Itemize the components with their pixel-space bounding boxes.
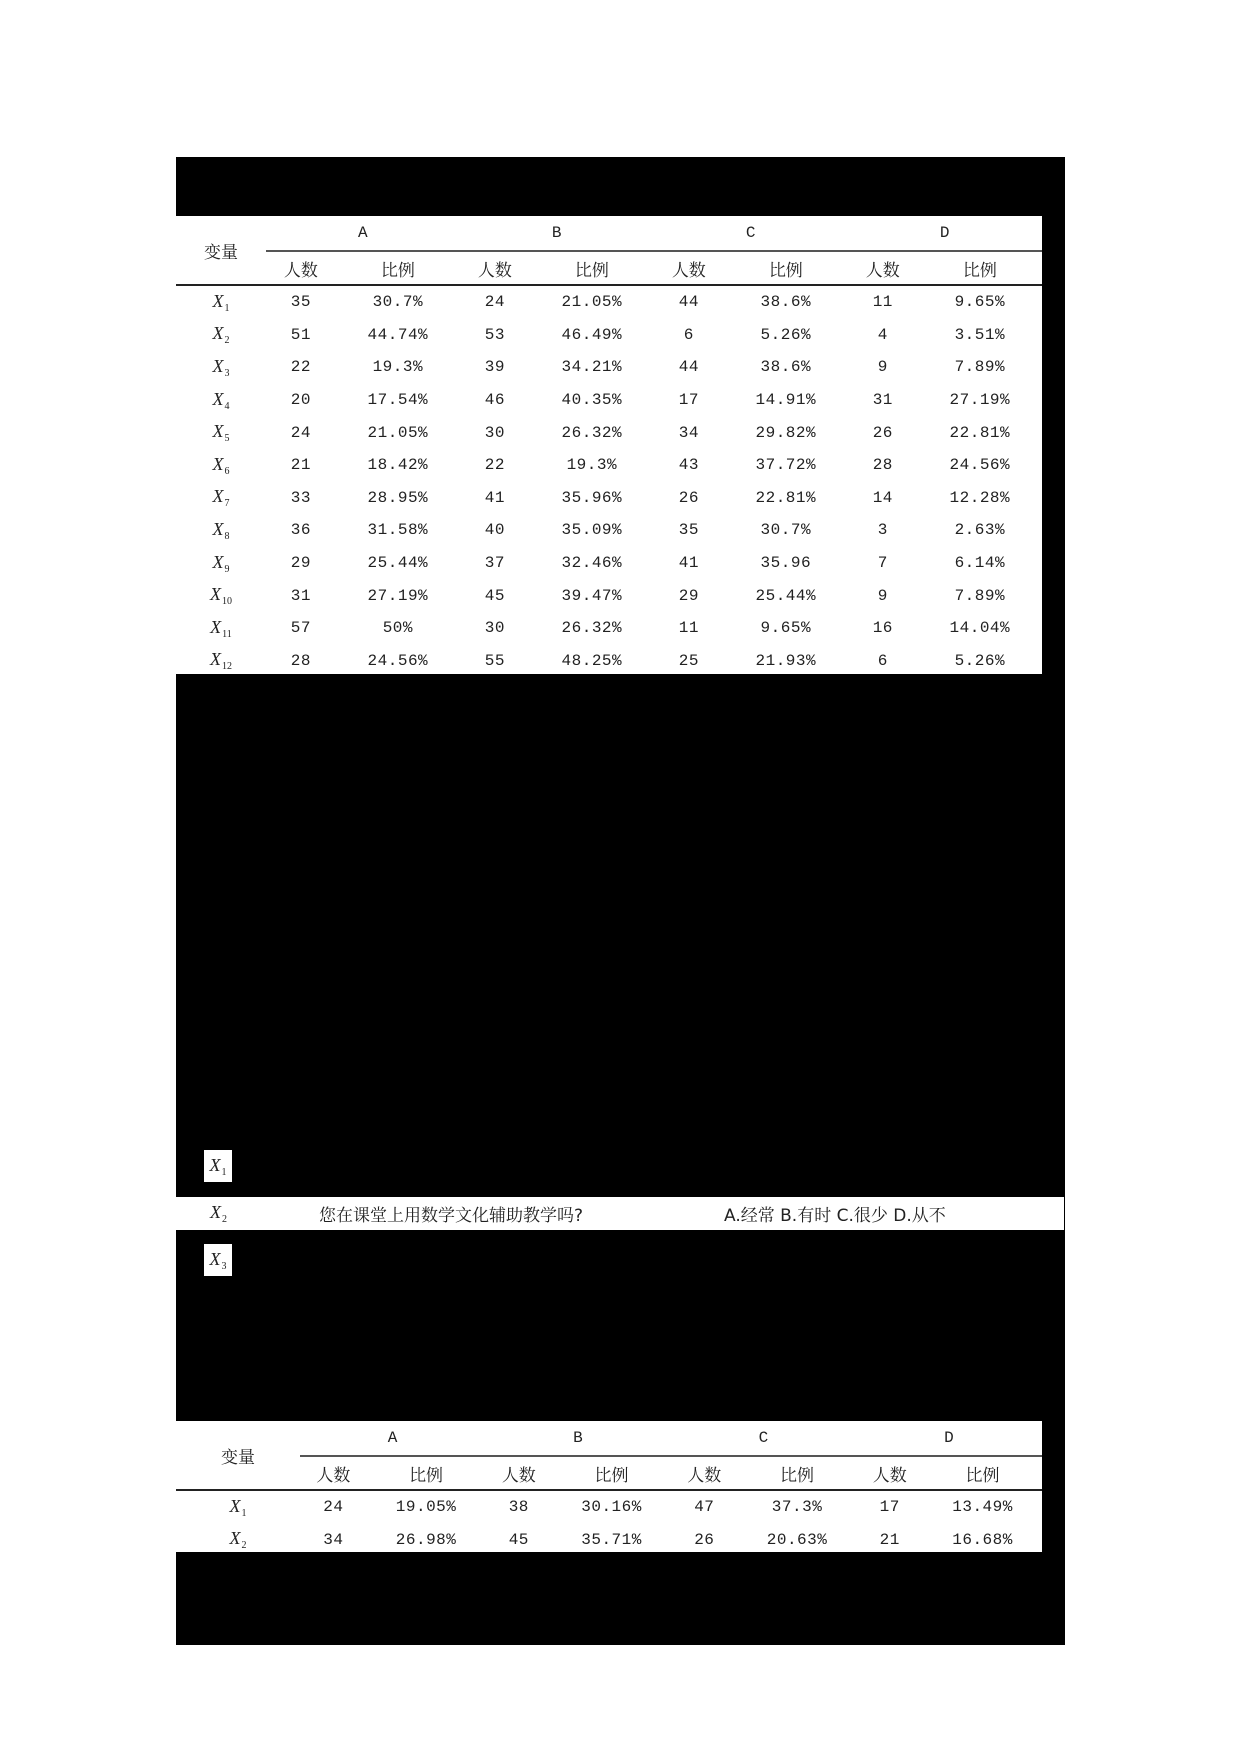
variable-label-x2: $X_2$ xyxy=(210,1202,227,1225)
group-header-c: C xyxy=(745,224,757,242)
cell-count: 17 xyxy=(879,1498,900,1517)
cell-count: 16 xyxy=(872,619,893,638)
cell-ratio: 40.35% xyxy=(561,391,623,410)
cell-count: 21 xyxy=(290,456,311,475)
cell-ratio: 9.65% xyxy=(954,293,1006,312)
cell-count: 37 xyxy=(484,554,505,573)
answer-options: A.经常 B.有时 C.很少 D.从不 xyxy=(724,1206,946,1226)
table-row xyxy=(176,285,1042,319)
cell-count: 24 xyxy=(484,293,505,312)
cell-count: 30 xyxy=(484,619,505,638)
cell-count: 34 xyxy=(678,423,699,442)
col-ratio: 比例 xyxy=(367,1456,486,1490)
cell-ratio: 26.98% xyxy=(395,1530,457,1549)
variable-label-x1: $X_1$ xyxy=(204,1150,232,1182)
cell-ratio: 28.95% xyxy=(367,488,429,507)
row-variable: $X_{11}$ xyxy=(210,616,232,640)
cell-ratio: 34.21% xyxy=(561,358,623,377)
table-row xyxy=(176,351,1042,384)
row-variable: $X_3$ xyxy=(212,355,230,379)
cell-count: 25 xyxy=(678,651,699,670)
cell-count: 44 xyxy=(678,358,699,377)
col-count: 人数 xyxy=(856,1456,923,1490)
table-row xyxy=(176,416,1042,449)
table2 xyxy=(176,1421,1042,1556)
cell-ratio: 6.14% xyxy=(954,554,1006,573)
row-variable: $X_9$ xyxy=(212,551,230,575)
var-header: 变量 xyxy=(221,1447,255,1468)
cell-ratio: 31.58% xyxy=(367,521,429,540)
cell-ratio: 44.74% xyxy=(367,325,429,344)
cell-ratio: 35.71% xyxy=(581,1530,642,1549)
cell-ratio: 37.72% xyxy=(755,456,817,475)
col-ratio: 比例 xyxy=(552,1456,671,1490)
group-header-d: D xyxy=(939,224,951,242)
row-variable: $X_{10}$ xyxy=(210,584,232,608)
cell-count: 35 xyxy=(678,521,699,540)
cell-count: 29 xyxy=(290,554,311,573)
cell-ratio: 30.7% xyxy=(372,293,424,312)
cell-count: 55 xyxy=(484,651,505,670)
cell-count: 6 xyxy=(877,651,888,670)
group-header-a: A xyxy=(387,1429,398,1447)
cell-count: 51 xyxy=(290,325,311,344)
cell-count: 14 xyxy=(872,488,893,507)
variable-label-x3: $X_3$ xyxy=(204,1244,232,1276)
cell-count: 24 xyxy=(323,1498,344,1517)
col-ratio: 比例 xyxy=(336,251,460,285)
cell-ratio: 22.81% xyxy=(949,423,1011,442)
cell-ratio: 20.63% xyxy=(766,1530,828,1549)
cell-ratio: 2.63% xyxy=(954,521,1006,540)
cell-count: 9 xyxy=(877,358,888,377)
row-variable: $X_1$ xyxy=(212,290,230,314)
row-variable: $X_2$ xyxy=(212,323,230,347)
cell-ratio: 14.91% xyxy=(755,391,817,410)
cell-ratio: 30.16% xyxy=(581,1498,642,1517)
question-text: 您在课堂上用数学文化辅助教学吗? xyxy=(319,1206,584,1226)
group-header-b: B xyxy=(573,1429,584,1447)
cell-ratio: 19.3% xyxy=(566,456,618,475)
table2-panel xyxy=(176,1421,1042,1552)
col-ratio: 比例 xyxy=(530,251,654,285)
cell-count: 29 xyxy=(678,586,699,605)
row-variable: $X_6$ xyxy=(212,453,230,477)
cell-ratio: 25.44% xyxy=(367,554,429,573)
cell-ratio: 48.25% xyxy=(561,651,623,670)
cell-ratio: 26.32% xyxy=(561,619,623,638)
col-ratio: 比例 xyxy=(923,1456,1042,1490)
cell-count: 22 xyxy=(484,456,505,475)
cell-count: 41 xyxy=(484,488,505,507)
cell-count: 28 xyxy=(290,651,311,670)
cell-count: 22 xyxy=(290,358,311,377)
col-count: 人数 xyxy=(460,251,530,285)
cell-count: 26 xyxy=(694,1530,715,1549)
cell-ratio: 14.04% xyxy=(949,619,1011,638)
cell-count: 34 xyxy=(323,1530,344,1549)
table1 xyxy=(176,216,1042,677)
cell-count: 35 xyxy=(290,293,311,312)
cell-count: 7 xyxy=(877,554,888,573)
cell-ratio: 19.05% xyxy=(395,1498,457,1517)
cell-ratio: 27.19% xyxy=(367,586,429,605)
cell-count: 21 xyxy=(879,1530,900,1549)
cell-count: 6 xyxy=(683,325,694,344)
cell-ratio: 18.42% xyxy=(367,456,429,475)
table-row xyxy=(176,1524,1042,1557)
cell-count: 45 xyxy=(508,1530,529,1549)
cell-ratio: 38.6% xyxy=(760,358,812,377)
cell-ratio: 39.47% xyxy=(561,586,623,605)
cell-ratio: 35.09% xyxy=(561,521,623,540)
cell-ratio: 37.3% xyxy=(771,1498,823,1517)
table-row xyxy=(176,319,1042,352)
table-row xyxy=(176,645,1042,678)
cell-count: 44 xyxy=(678,293,699,312)
col-ratio: 比例 xyxy=(724,251,848,285)
cell-count: 17 xyxy=(678,391,699,410)
cell-count: 47 xyxy=(694,1498,715,1517)
table-row xyxy=(176,384,1042,417)
cell-ratio: 25.44% xyxy=(755,586,817,605)
cell-count: 36 xyxy=(290,521,311,540)
row-variable: $X_{12}$ xyxy=(210,649,232,673)
cell-ratio: 35.96% xyxy=(561,488,623,507)
table1-panel xyxy=(176,216,1042,674)
row-variable: $X_8$ xyxy=(212,518,230,542)
table-row xyxy=(176,482,1042,515)
group-header-d: D xyxy=(944,1429,955,1447)
cell-ratio: 3.51% xyxy=(954,325,1006,344)
cell-count: 57 xyxy=(290,619,311,638)
cell-count: 53 xyxy=(484,325,505,344)
cell-ratio: 24.56% xyxy=(949,456,1011,475)
cell-count: 41 xyxy=(678,554,699,573)
cell-ratio: 27.19% xyxy=(949,391,1011,410)
cell-count: 9 xyxy=(877,586,888,605)
cell-count: 33 xyxy=(290,488,311,507)
cell-ratio: 7.89% xyxy=(954,358,1006,377)
group-header-c: C xyxy=(758,1429,769,1447)
cell-ratio: 26.32% xyxy=(561,423,623,442)
row-variable: $X_4$ xyxy=(212,388,230,412)
cell-ratio: 32.46% xyxy=(561,554,623,573)
cell-count: 31 xyxy=(290,586,311,605)
cell-count: 31 xyxy=(872,391,893,410)
cell-count: 26 xyxy=(872,423,893,442)
table-row xyxy=(176,514,1042,547)
col-ratio: 比例 xyxy=(918,251,1042,285)
col-count: 人数 xyxy=(266,251,336,285)
row-variable: $X_5$ xyxy=(212,421,230,445)
cell-ratio: 38.6% xyxy=(760,293,812,312)
cell-ratio: 21.05% xyxy=(367,423,429,442)
cell-count: 24 xyxy=(290,423,311,442)
cell-ratio: 22.81% xyxy=(755,488,817,507)
group-header-b: B xyxy=(551,224,563,242)
col-count: 人数 xyxy=(654,251,724,285)
cell-ratio: 17.54% xyxy=(367,391,429,410)
cell-ratio: 5.26% xyxy=(954,651,1006,670)
cell-count: 26 xyxy=(678,488,699,507)
col-count: 人数 xyxy=(300,1456,367,1490)
group-header-a: A xyxy=(357,224,369,242)
cell-count: 3 xyxy=(877,521,888,540)
cell-ratio: 19.3% xyxy=(372,358,424,377)
cell-ratio: 7.89% xyxy=(954,586,1006,605)
cell-count: 28 xyxy=(872,456,893,475)
col-ratio: 比例 xyxy=(738,1456,857,1490)
cell-count: 38 xyxy=(508,1498,529,1517)
cell-count: 46 xyxy=(484,391,505,410)
table-row xyxy=(176,547,1042,580)
table-row xyxy=(176,1490,1042,1524)
cell-ratio: 12.28% xyxy=(949,488,1011,507)
table-row xyxy=(176,449,1042,482)
col-count: 人数 xyxy=(848,251,918,285)
table-row xyxy=(176,612,1042,645)
row-variable: $X_2$ xyxy=(229,1528,247,1552)
cell-ratio: 21.05% xyxy=(561,293,623,312)
row-variable: $X_1$ xyxy=(229,1495,247,1519)
cell-ratio: 29.82% xyxy=(755,423,817,442)
cell-ratio: 5.26% xyxy=(760,325,812,344)
cell-ratio: 30.7% xyxy=(760,521,812,540)
question-row-x2 xyxy=(176,1197,1064,1230)
cell-ratio: 24.56% xyxy=(367,651,429,670)
cell-ratio: 16.68% xyxy=(952,1530,1013,1549)
cell-count: 11 xyxy=(872,293,893,312)
cell-count: 11 xyxy=(678,619,699,638)
cell-ratio: 46.49% xyxy=(561,325,623,344)
col-count: 人数 xyxy=(671,1456,738,1490)
cell-count: 39 xyxy=(484,358,505,377)
cell-ratio: 35.96 xyxy=(760,554,812,573)
col-count: 人数 xyxy=(485,1456,552,1490)
cell-count: 4 xyxy=(877,325,888,344)
table-row xyxy=(176,579,1042,612)
cell-ratio: 9.65% xyxy=(760,619,812,638)
cell-count: 43 xyxy=(678,456,699,475)
cell-count: 20 xyxy=(290,391,311,410)
cell-ratio: 50% xyxy=(382,619,413,638)
var-header: 变量 xyxy=(204,242,238,263)
cell-count: 45 xyxy=(484,586,505,605)
row-variable: $X_7$ xyxy=(212,486,230,510)
cell-count: 40 xyxy=(484,521,505,540)
cell-count: 30 xyxy=(484,423,505,442)
cell-ratio: 13.49% xyxy=(952,1498,1013,1517)
cell-ratio: 21.93% xyxy=(755,651,817,670)
